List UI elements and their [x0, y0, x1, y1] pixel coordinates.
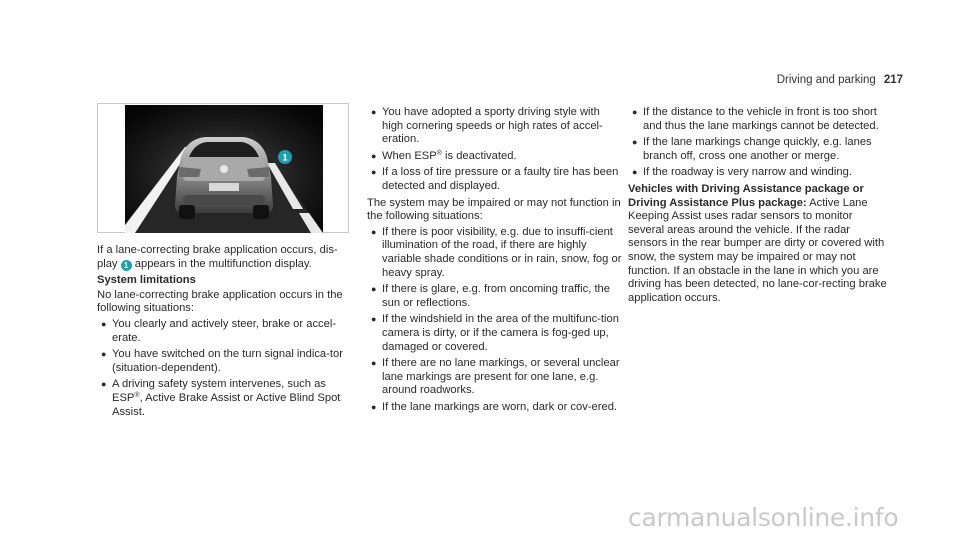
intro-paragraph: If a lane-correcting brake application occurs, dis-play 1 appears in the multifunction display.: [97, 244, 338, 270]
list-item: ● If the windshield in the area of the multifunc-tion camera is dirty, or if the camera is fog-ged up, damaged or covered.: [371, 313, 619, 353]
page-number: 217: [883, 74, 903, 86]
callout-number: 1: [282, 152, 288, 163]
impaired-para: The system may be impaired or may not function in the following situations:: [367, 196, 621, 223]
impaired-list: [367, 226, 623, 415]
column-3: [628, 104, 890, 305]
watermark: carmanualsonline.info: [628, 503, 899, 532]
list-item: ● If a loss of tire pressure or a faulty tire has been detected and displayed.: [371, 166, 619, 192]
list-item: ● If the roadway is very narrow and winding.: [632, 166, 852, 179]
car-display-illustration: [125, 105, 323, 233]
limitations-para: No lane-correcting brake application occurs in the following situations:: [97, 288, 343, 315]
display-badge: 1: [121, 260, 132, 271]
heading-system-limitations: System limitations: [97, 274, 196, 287]
list-item: ● If the lane markings change quickly, e.g. lanes branch off, cross one another or merge.: [632, 136, 872, 162]
list-item: ● If there are no lane markings, or several unclear lane markings are present for one lane, e.g. around roadworks.: [371, 357, 620, 397]
list-item: ● If there is poor visibility, e.g. due to insuffi-cient illumination of the road, if there are highly variable shade conditions or in rain, snow, fog or heavy spray.: [371, 225, 622, 279]
driving-assistance-heading: Vehicles with Driving Assistance package or Driving Assistance Plus package:: [628, 182, 864, 209]
list-item: ● You have switched on the turn signal indica-tor (situation-dependent).: [101, 348, 343, 374]
continued-list: [367, 106, 623, 194]
driving-assistance-para: Vehicles with Driving Assistance package or Driving Assistance Plus package: Active Lane Keeping Assist uses radar sensors to monitor several areas around the vehicle. If the radar sensors in the rear bumper are dirty or covered with snow, the system may be impaired or may not function. If an obstacle in the lane in which you are driving has been detected, no lane-cor-recting brake application occurs.: [628, 182, 887, 304]
column-1: [97, 244, 353, 422]
limitations-list: [97, 318, 353, 419]
list-item: ● If the distance to the vehicle in front is too short and thus the lane markings cannot be detected.: [632, 106, 879, 132]
figure-lane-correcting-brake: [97, 103, 349, 233]
list-item: ● If there is glare, e.g. from oncoming traffic, the sun or reflections.: [371, 283, 610, 309]
list-item: ● If the lane markings are worn, dark or cov-ered.: [371, 400, 618, 413]
list-item: ● You have adopted a sporty driving style with high cornering speeds or high rates of accel-eration.: [371, 106, 603, 146]
list-item: ● When ESP® is deactivated.: [371, 149, 517, 162]
list-item: ● You clearly and actively steer, brake or accel-erate.: [101, 317, 337, 344]
impaired-list-continued: [628, 106, 890, 180]
column-2: [367, 104, 623, 417]
list-item: ● A driving safety system intervenes, such as ESP®, Active Brake Assist or Active Blind Spot Assist.: [101, 378, 341, 418]
page-header: [777, 74, 903, 86]
section-title: Driving and parking: [776, 74, 876, 86]
